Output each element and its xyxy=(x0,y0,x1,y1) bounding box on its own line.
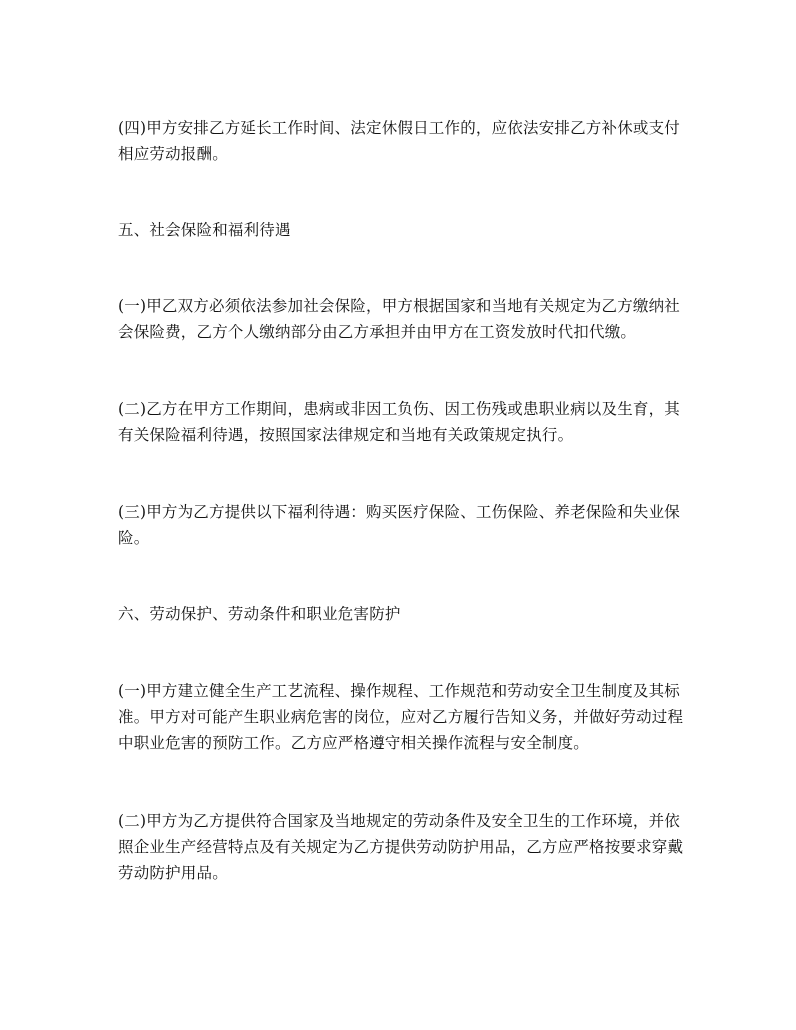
paragraph-social-insurance-2: (二)乙方在甲方工作期间，患病或非因工负伤、因工伤残或患职业病以及生育，其有关保险福利待遇，按照国家法律规定和当地有关政策规定执行。 xyxy=(118,400,680,444)
section-heading-labor-protection: 六、劳动保护、劳动条件和职业危害防护 xyxy=(118,605,401,623)
paragraph-labor-protection-2: (二)甲方为乙方提供符合国家及当地规定的劳动条件及安全卫生的工作环境，并依照企业生产经营特点及有关规定为乙方提供劳动防护用品，乙方应严格按要求穿戴劳动防护用品。 xyxy=(118,812,684,882)
paragraph-overtime-compensation: (四)甲方安排乙方延长工作时间、法定休假日工作的，应依法安排乙方补休或支付相应劳动报酬。 xyxy=(118,119,680,163)
paragraph-labor-protection-1: (一)甲方建立健全生产工艺流程、操作规程、工作规范和劳动安全卫生制度及其标准。甲方对可能产生职业病危害的岗位，应对乙方履行告知义务，并做好劳动过程中职业危害的预防工作。乙方应严格遵守相关操作流程与安全制度。 xyxy=(118,682,684,752)
paragraph-social-insurance-1: (一)甲乙双方必须依法参加社会保险，甲方根据国家和当地有关规定为乙方缴纳社会保险费，乙方个人缴纳部分由乙方承担并由甲方在工资发放时代扣代缴。 xyxy=(118,297,680,341)
paragraph-social-insurance-3: (三)甲方为乙方提供以下福利待遇：购买医疗保险、工伤保险、养老保险和失业保险。 xyxy=(118,503,680,547)
section-heading-social-insurance: 五、社会保险和福利待遇 xyxy=(118,221,291,239)
